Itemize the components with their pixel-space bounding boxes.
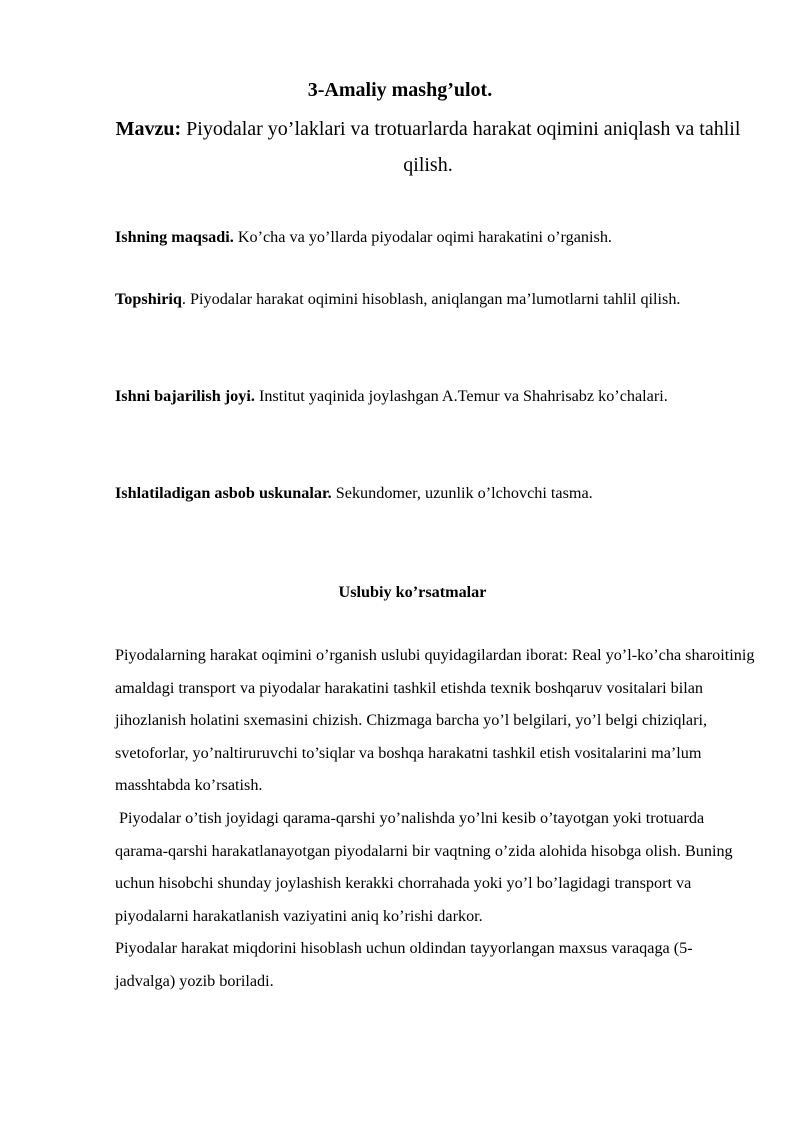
task-label: Topshiriq [115, 290, 182, 308]
location-paragraph [115, 380, 685, 413]
subject-line [110, 111, 746, 183]
task-text: . Piyodalar harakat oqimini hisoblash, aniqlangan ma’lumotlarni tahlil qilish. [181, 290, 681, 308]
subject-label: Mavzu: [115, 118, 182, 140]
body-paragraph: Piyodalar o’tish joyidagi qarama-qarshi yo’nalishda yo’lni kesib o’tayotgan yoki trotuarda qarama-qarshi harakatlanayotgan piyodalarni bir vaqtning o’zida alohida hisobga olish. Buning uchun hisobchi shunday joylashish kerakki chorrahada yoki yo’l bo’lagidagi transport va piyodalarni harakatlanish vaziyatini aniq ko’rishi darkor. [115, 808, 737, 925]
location-label: Ishni bajarilish joyi. [115, 387, 255, 405]
tools-paragraph [115, 477, 735, 510]
subject-text: Piyodalar yo’laklari va trotuarlarda harakat oqimini aniqlash va tahlil qilish. [181, 118, 741, 176]
goal-paragraph [115, 221, 735, 254]
body-paragraph: Piyodalarning harakat oqimini o’rganish uslubi quyidagilardan iborat: Real yo’l-ko’cha sharoitinig amaldagi transport va piyodalar harakatini tashkil etishda texnik boshqaruv vositalari bilan jihozlanish holatini sxemasini chizish. Chizmaga barcha yo’l belgilari, yo’l belgi chiziqlari, svetoforlar, yo’naltiruruvchi to’siqlar va boshqa harakatni tashkil etish vositalarini ma’lum masshtabda ko’rsatish. [115, 646, 755, 795]
goal-label: Ishning maqsadi. [115, 228, 234, 246]
page-title: 3-Amaliy mashg’ulot. [307, 79, 493, 101]
guidelines-body [115, 639, 755, 998]
section-heading: Uslubiy ko’rsatmalar [338, 583, 487, 601]
task-paragraph [115, 283, 715, 316]
tools-text: Sekundomer, uzunlik o’lchovchi tasma. [331, 484, 593, 502]
tools-label: Ishlatiladigan asbob uskunalar. [115, 484, 332, 502]
goal-text: Ko’cha va yo’llarda piyodalar oqimi harakatini o’rganish. [233, 228, 612, 246]
location-text: Institut yaqinida joylashgan A.Temur va Shahrisabz ko’chalari. [254, 387, 668, 405]
body-paragraph: Piyodalar harakat miqdorini hisoblash uchun oldindan tayyorlangan maxsus varaqaga (5-jadvalga) yozib boriladi. [115, 939, 693, 990]
